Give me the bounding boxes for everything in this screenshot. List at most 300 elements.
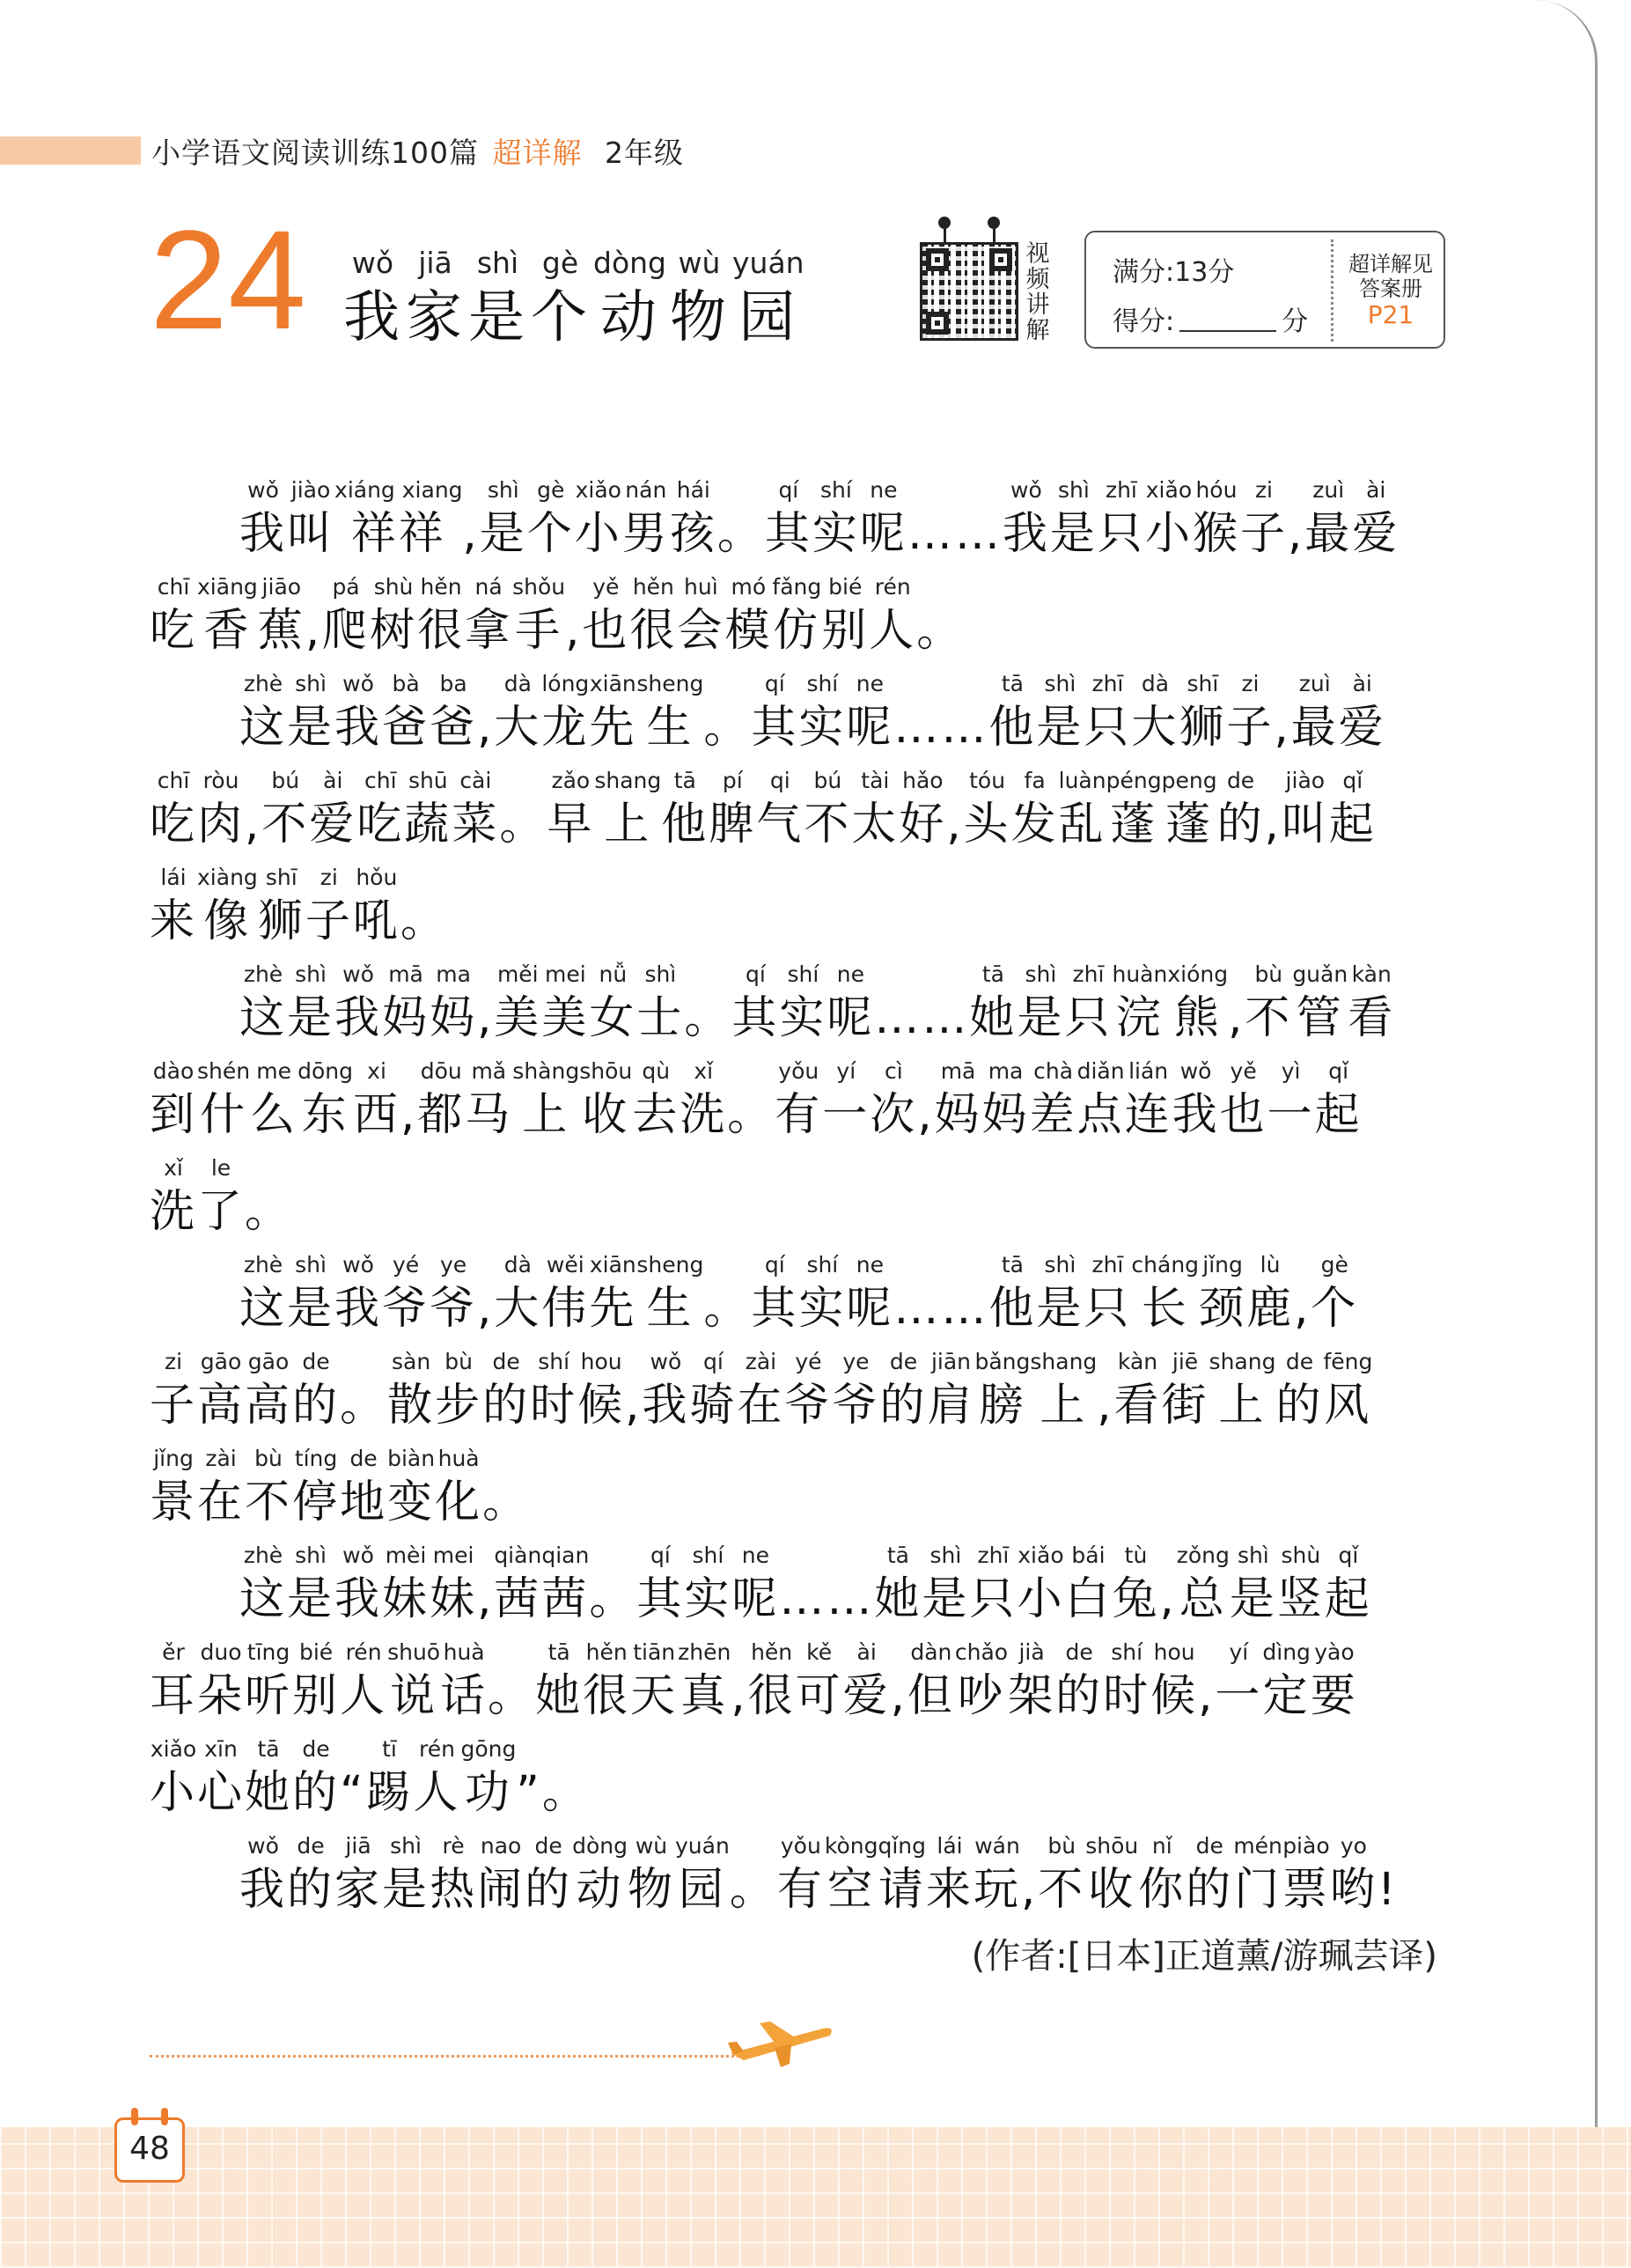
ruby-word bbox=[973, 1831, 1021, 1919]
ruby-word bbox=[1209, 1347, 1276, 1435]
ruby-word bbox=[751, 1250, 798, 1338]
pinyin: tiān bbox=[633, 1639, 676, 1665]
hanzi: 在 bbox=[197, 1476, 246, 1528]
pinyin: luàn bbox=[1058, 768, 1106, 793]
ruby-word bbox=[261, 766, 309, 854]
pinyin: jǐng bbox=[153, 1446, 194, 1471]
hanzi: 说 bbox=[390, 1670, 438, 1722]
pinyin: zhī bbox=[1091, 671, 1124, 696]
hanzi: 吃 bbox=[356, 799, 405, 850]
pinyin: fēng bbox=[1323, 1349, 1373, 1374]
pinyin bbox=[1294, 1250, 1311, 1280]
airplane-icon bbox=[726, 2018, 836, 2071]
pinyin: fǎng bbox=[772, 574, 822, 600]
ruby-word bbox=[927, 1347, 974, 1435]
ruby-word bbox=[430, 1250, 477, 1338]
hanzi: 管 bbox=[1296, 992, 1344, 1044]
pinyin: wù bbox=[678, 246, 721, 280]
hanzi: 真 bbox=[680, 1670, 729, 1722]
hanzi: 菜 bbox=[452, 799, 500, 850]
ruby-word bbox=[969, 960, 1017, 1048]
pinyin: gōng bbox=[460, 1736, 517, 1762]
pinyin: ye bbox=[439, 1252, 467, 1278]
punctuation bbox=[731, 1638, 747, 1726]
pinyin: lái bbox=[937, 1833, 963, 1859]
hanzi: 只 bbox=[1064, 992, 1113, 1044]
pinyin: xiān bbox=[589, 1252, 636, 1278]
pinyin bbox=[477, 960, 494, 990]
ruby-word bbox=[955, 1638, 1008, 1726]
ruby-word bbox=[512, 572, 565, 660]
pinyin: jià bbox=[1018, 1639, 1045, 1665]
hanzi: 候 bbox=[577, 1380, 626, 1432]
ruby-word bbox=[870, 1057, 917, 1145]
ruby-word bbox=[732, 248, 804, 350]
pinyin bbox=[245, 766, 261, 796]
ruby-word bbox=[579, 1057, 632, 1145]
pinyin: dà bbox=[503, 671, 532, 696]
hanzi: 街 bbox=[1161, 1380, 1209, 1432]
punctuation bbox=[589, 1541, 636, 1629]
ruby-word bbox=[239, 960, 287, 1048]
ruby-word bbox=[628, 1831, 675, 1919]
ruby-word bbox=[150, 1057, 197, 1145]
ruby-word bbox=[239, 1831, 287, 1919]
punctuation bbox=[340, 1347, 387, 1435]
ruby-word bbox=[417, 572, 465, 660]
pinyin: de bbox=[492, 1349, 520, 1374]
pinyin: bú bbox=[813, 768, 842, 793]
pinyin: xiáng xiang bbox=[334, 477, 463, 503]
pinyin: ne bbox=[856, 671, 884, 696]
ruby-word bbox=[356, 766, 404, 854]
pinyin: shí bbox=[1111, 1639, 1143, 1665]
answer-line: 答案册 bbox=[1359, 276, 1422, 301]
hanzi: 玩 bbox=[973, 1864, 1022, 1916]
hanzi: 是 bbox=[287, 1573, 335, 1625]
ruby-word bbox=[846, 1250, 893, 1338]
pinyin bbox=[946, 766, 963, 796]
pinyin: ài bbox=[1366, 477, 1386, 503]
hanzi: 都 bbox=[417, 1089, 466, 1141]
pinyin: shǒu bbox=[512, 574, 566, 600]
punctuation bbox=[946, 766, 963, 854]
ruby-word bbox=[636, 1250, 703, 1338]
pinyin: tù bbox=[1124, 1543, 1148, 1568]
ruby-word bbox=[1246, 1250, 1294, 1338]
pinyin: qí bbox=[702, 1349, 724, 1374]
ruby-word bbox=[636, 1541, 684, 1629]
hanzi: 高 bbox=[245, 1380, 293, 1432]
ruby-word bbox=[622, 475, 670, 563]
ruby-word bbox=[1017, 1541, 1064, 1629]
pinyin bbox=[703, 669, 751, 699]
hanzi: 在 bbox=[737, 1380, 785, 1432]
pinyin: mā bbox=[388, 961, 423, 987]
ruby-word bbox=[1304, 475, 1352, 563]
pinyin: zi bbox=[1254, 477, 1274, 503]
hanzi: 爱 bbox=[1352, 508, 1400, 560]
hanzi: , bbox=[565, 605, 583, 657]
pinyin: dòng bbox=[593, 246, 666, 280]
ruby-word bbox=[1323, 1347, 1372, 1435]
ruby-word bbox=[197, 1734, 245, 1822]
ruby-word bbox=[334, 1250, 382, 1338]
qr-finder bbox=[989, 248, 1012, 271]
hanzi: 女 bbox=[589, 992, 637, 1044]
hanzi: 仿 bbox=[773, 605, 821, 657]
ruby-word bbox=[1186, 1831, 1233, 1919]
pinyin: mā bbox=[940, 1058, 976, 1084]
hanzi: , bbox=[400, 1089, 418, 1141]
ruby-word bbox=[414, 1734, 461, 1822]
pinyin bbox=[1378, 1831, 1398, 1861]
hanzi: 最 bbox=[1290, 702, 1339, 754]
ruby-word bbox=[572, 1831, 628, 1919]
ruby-word bbox=[197, 572, 258, 660]
ruby-word bbox=[684, 1541, 731, 1629]
hanzi: 是 bbox=[1036, 1283, 1084, 1335]
pinyin: bié bbox=[298, 1639, 334, 1665]
pinyin bbox=[340, 1347, 387, 1377]
ruby-word bbox=[798, 669, 846, 757]
ruby-word bbox=[1112, 1541, 1159, 1629]
grade-label: 2年级 bbox=[605, 136, 684, 170]
hanzi: 这 bbox=[239, 992, 288, 1044]
pinyin: mei bbox=[544, 961, 586, 987]
ruby-word bbox=[751, 669, 798, 757]
hanzi: 我 bbox=[334, 1573, 383, 1625]
ruby-word bbox=[1112, 960, 1167, 1048]
ruby-word bbox=[292, 1638, 340, 1726]
ruby-word bbox=[1064, 1541, 1112, 1629]
punctuation bbox=[245, 1153, 292, 1241]
hanzi: , bbox=[462, 508, 480, 560]
punctuation bbox=[893, 1250, 988, 1338]
ruby-word bbox=[1131, 1250, 1199, 1338]
pinyin: zǒng bbox=[1176, 1543, 1230, 1568]
hanzi: 最 bbox=[1304, 508, 1353, 560]
passage-line bbox=[150, 1638, 1452, 1734]
hanzi: 不 bbox=[245, 1476, 293, 1528]
pinyin: yǒu bbox=[778, 1058, 819, 1084]
ruby-word bbox=[387, 1347, 435, 1435]
pinyin bbox=[874, 960, 969, 990]
ruby-word bbox=[541, 669, 589, 757]
hanzi: 来 bbox=[150, 895, 198, 947]
pinyin: wǒ bbox=[351, 246, 394, 280]
hanzi: 但 bbox=[907, 1670, 955, 1722]
pinyin: bù bbox=[444, 1349, 473, 1374]
pinyin: ná bbox=[474, 574, 503, 600]
ruby-word bbox=[382, 1831, 430, 1919]
answer-line: 超详解见 bbox=[1348, 252, 1433, 276]
pinyin: wù bbox=[635, 1833, 668, 1859]
hanzi: 很 bbox=[583, 1670, 631, 1722]
pinyin bbox=[482, 1444, 530, 1474]
hanzi: 哟 bbox=[1329, 1864, 1378, 1916]
ruby-word bbox=[1059, 766, 1106, 854]
hanzi: 实 bbox=[812, 508, 860, 560]
pinyin: yé bbox=[392, 1252, 420, 1278]
pinyin: dìng bbox=[1262, 1639, 1311, 1665]
hanzi: 去 bbox=[632, 1089, 680, 1141]
ruby-word bbox=[1055, 1638, 1103, 1726]
hanzi: 祥祥 bbox=[350, 508, 446, 560]
ruby-word bbox=[982, 1057, 1030, 1145]
ruby-word bbox=[512, 1057, 579, 1145]
ruby-word bbox=[1348, 960, 1395, 1048]
ruby-word bbox=[1267, 1057, 1315, 1145]
ruby-word bbox=[1017, 960, 1064, 1048]
hanzi: 心 bbox=[197, 1767, 246, 1819]
pinyin: qǐ bbox=[1338, 1543, 1359, 1568]
ruby-word bbox=[480, 475, 527, 563]
hanzi: 起 bbox=[1328, 799, 1377, 850]
hanzi: 耳 bbox=[150, 1670, 198, 1722]
hanzi: 妈 bbox=[934, 1089, 982, 1141]
hanzi: 妹 bbox=[382, 1573, 430, 1625]
hanzi: 功 bbox=[464, 1767, 512, 1819]
pinyin: jiān bbox=[930, 1349, 971, 1374]
reading-passage bbox=[150, 475, 1452, 1928]
pinyin bbox=[400, 863, 448, 893]
punctuation bbox=[400, 1057, 417, 1145]
pinyin: tā bbox=[981, 961, 1004, 987]
ruby-word bbox=[287, 1831, 334, 1919]
hanzi: 爱 bbox=[1338, 702, 1386, 754]
pinyin: ne bbox=[836, 961, 865, 987]
ruby-word bbox=[1125, 1057, 1172, 1145]
pinyin: kě bbox=[806, 1639, 833, 1665]
pinyin: hái bbox=[676, 477, 710, 503]
pinyin: jiāo bbox=[261, 574, 302, 600]
ruby-word bbox=[1030, 1057, 1077, 1145]
hanzi: 香 bbox=[203, 605, 252, 657]
pinyin: bù bbox=[1254, 961, 1283, 987]
hanzi: 起 bbox=[1324, 1573, 1372, 1625]
ruby-word bbox=[305, 863, 353, 951]
pinyin: yì bbox=[1281, 1058, 1301, 1084]
hanzi: 化 bbox=[435, 1476, 483, 1528]
pinyin: jiào bbox=[1285, 768, 1326, 793]
hanzi: 洗 bbox=[680, 1089, 728, 1141]
ruby-word bbox=[1138, 1831, 1186, 1919]
pinyin: dàn bbox=[910, 1639, 952, 1665]
hanzi: 的 bbox=[292, 1767, 341, 1819]
hanzi: 小 bbox=[1144, 508, 1193, 560]
pinyin: sheng bbox=[636, 1252, 704, 1278]
hanzi: 么 bbox=[250, 1089, 298, 1141]
hanzi: 蓬 bbox=[1165, 799, 1214, 850]
hanzi: 。 bbox=[703, 702, 752, 754]
answer-reference bbox=[1338, 252, 1444, 329]
hanzi: 白 bbox=[1064, 1573, 1113, 1625]
pinyin: ma bbox=[436, 961, 471, 987]
ruby-word bbox=[150, 1444, 197, 1532]
pinyin: de bbox=[1285, 1349, 1314, 1374]
ruby-word bbox=[1077, 1057, 1125, 1145]
pinyin: de bbox=[302, 1736, 330, 1762]
pinyin: cì bbox=[884, 1058, 903, 1084]
ruby-word bbox=[1282, 766, 1329, 854]
score-field[interactable] bbox=[1113, 299, 1308, 338]
ruby-word bbox=[709, 766, 756, 854]
punctuation bbox=[730, 1831, 777, 1919]
passage-line bbox=[150, 475, 1452, 572]
pinyin: huàn bbox=[1112, 961, 1168, 987]
pinyin: qí bbox=[778, 477, 799, 503]
hanzi: , bbox=[625, 1380, 643, 1432]
hanzi: 。 bbox=[589, 1573, 637, 1625]
hanzi: 物 bbox=[670, 285, 729, 350]
hanzi: 上 bbox=[1218, 1380, 1267, 1432]
passage-line bbox=[150, 1831, 1452, 1928]
pinyin: jiā bbox=[418, 246, 452, 280]
pinyin: nao bbox=[480, 1833, 522, 1859]
ruby-word bbox=[1292, 960, 1348, 1048]
hanzi: 子 bbox=[305, 895, 353, 947]
ruby-word bbox=[1167, 960, 1228, 1048]
pinyin: chà bbox=[1033, 1058, 1074, 1084]
punctuation bbox=[565, 572, 582, 660]
ruby-word bbox=[287, 475, 334, 563]
hanzi: 别 bbox=[292, 1670, 341, 1722]
pinyin: wǒ bbox=[1179, 1058, 1212, 1084]
ruby-word bbox=[589, 669, 636, 757]
ruby-word bbox=[874, 1541, 922, 1629]
pinyin: zǎo bbox=[551, 768, 591, 793]
ruby-word bbox=[250, 1057, 298, 1145]
pinyin: de bbox=[349, 1446, 378, 1471]
pinyin: nǐ bbox=[1151, 1833, 1172, 1859]
pinyin bbox=[625, 1347, 642, 1377]
hanzi: 收 bbox=[1088, 1864, 1136, 1916]
pinyin: zhēn bbox=[678, 1639, 731, 1665]
hanzi: 也 bbox=[582, 605, 630, 657]
pinyin: de bbox=[534, 1833, 562, 1859]
ruby-word bbox=[832, 1347, 879, 1435]
hanzi: 发 bbox=[1010, 799, 1059, 850]
video-label-char: 视 bbox=[1025, 240, 1050, 268]
qr-code-icon[interactable] bbox=[920, 242, 1018, 341]
ruby-word bbox=[1330, 1831, 1378, 1919]
pinyin: ne bbox=[856, 1252, 884, 1278]
punctuation bbox=[1198, 1638, 1215, 1726]
hanzi: “ bbox=[340, 1767, 366, 1819]
pinyin: ài bbox=[1352, 671, 1372, 696]
pinyin: zhī bbox=[1072, 961, 1105, 987]
ruby-word bbox=[1150, 1638, 1198, 1726]
hanzi: 。 bbox=[684, 992, 732, 1044]
hanzi: 其 bbox=[731, 992, 780, 1044]
pinyin bbox=[1159, 1541, 1176, 1571]
hanzi: 我 bbox=[334, 1283, 383, 1335]
ruby-word bbox=[525, 1831, 572, 1919]
hanzi: 爷 bbox=[430, 1283, 478, 1335]
pinyin: měi bbox=[496, 961, 539, 987]
hanzi: 是 bbox=[1229, 1573, 1277, 1625]
ruby-word bbox=[1036, 669, 1084, 757]
hanzi: 不 bbox=[1038, 1864, 1086, 1916]
score-blank[interactable] bbox=[1179, 307, 1276, 332]
hanzi: 子 bbox=[1226, 702, 1275, 754]
hanzi: 家 bbox=[406, 285, 465, 350]
hanzi: 先 bbox=[589, 702, 637, 754]
passage-line bbox=[150, 960, 1452, 1057]
header-accent-bar bbox=[0, 136, 141, 165]
hanzi: 其 bbox=[764, 508, 812, 560]
ruby-word bbox=[430, 960, 477, 1048]
hanzi: 一 bbox=[822, 1089, 871, 1141]
ruby-word bbox=[1282, 1831, 1330, 1919]
hanzi: 我 bbox=[1172, 1089, 1220, 1141]
hanzi: 动 bbox=[576, 1864, 624, 1916]
pinyin: lù bbox=[1260, 1252, 1281, 1278]
pinyin: shí bbox=[692, 1543, 724, 1568]
ruby-word bbox=[245, 1638, 292, 1726]
pinyin: qiàn bbox=[494, 1543, 542, 1568]
pinyin bbox=[916, 572, 964, 602]
hanzi: 收 bbox=[582, 1089, 630, 1141]
hanzi: 美 bbox=[541, 992, 590, 1044]
hanzi: 我 bbox=[239, 1864, 288, 1916]
hanzi: 我 bbox=[334, 992, 383, 1044]
hanzi: 呢 bbox=[859, 508, 907, 560]
ruby-word bbox=[636, 960, 684, 1048]
hanzi: 是 bbox=[468, 285, 527, 350]
pinyin: xi bbox=[367, 1058, 386, 1084]
ruby-word bbox=[677, 572, 724, 660]
hanzi: 是 bbox=[287, 702, 335, 754]
ruby-word bbox=[435, 1444, 482, 1532]
pinyin: xiǎo bbox=[150, 1736, 197, 1762]
ruby-word bbox=[1226, 669, 1274, 757]
ruby-word bbox=[150, 1153, 197, 1241]
pinyin: zhè bbox=[243, 1252, 283, 1278]
punctuation bbox=[1228, 960, 1245, 1048]
hanzi: 鹿 bbox=[1246, 1283, 1295, 1335]
hanzi: 熊 bbox=[1173, 992, 1222, 1044]
pinyin: mei bbox=[432, 1543, 474, 1568]
pinyin bbox=[565, 572, 582, 602]
ruby-word bbox=[531, 248, 590, 350]
ruby-word bbox=[821, 572, 869, 660]
pinyin: sàn bbox=[391, 1349, 431, 1374]
pinyin bbox=[684, 960, 731, 990]
hanzi: 龙 bbox=[541, 702, 590, 754]
punctuation bbox=[488, 1638, 535, 1726]
hanzi: 会 bbox=[677, 605, 725, 657]
pinyin: lóng bbox=[541, 671, 590, 696]
pinyin: xǐ bbox=[164, 1155, 183, 1181]
hanzi: 个 bbox=[531, 285, 590, 350]
pinyin: tā bbox=[1001, 1252, 1024, 1278]
pinyin: huà bbox=[437, 1446, 480, 1471]
ruby-word bbox=[1084, 669, 1131, 757]
hanzi: 吃 bbox=[150, 605, 198, 657]
hanzi: 只 bbox=[1097, 508, 1145, 560]
ruby-word bbox=[150, 1347, 197, 1435]
passage-line bbox=[150, 1250, 1452, 1347]
ruby-word bbox=[292, 1347, 340, 1435]
hanzi: 的 bbox=[482, 1380, 531, 1432]
ruby-word bbox=[494, 1541, 541, 1629]
ruby-word bbox=[974, 1347, 1030, 1435]
pinyin: kòng bbox=[824, 1833, 878, 1859]
hanzi: 她 bbox=[535, 1670, 584, 1722]
ruby-word bbox=[922, 1541, 969, 1629]
